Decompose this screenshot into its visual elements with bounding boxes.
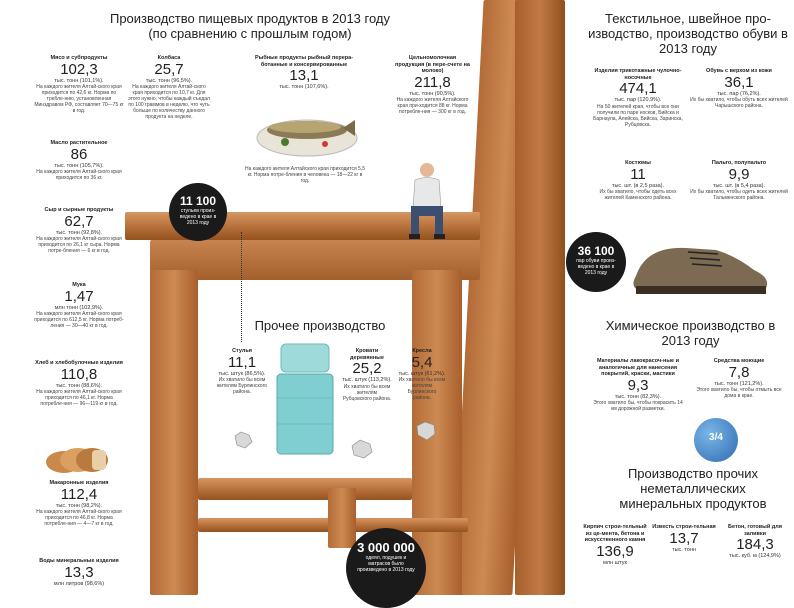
pasta-label: Макаронные изделия	[49, 480, 109, 486]
food-butter	[34, 140, 124, 181]
lime-value: 13,7	[669, 529, 699, 547]
concrete-unit: тыс. куб. м (124,9%)	[729, 553, 781, 559]
coats-unit: тыс. шт. (в 5,4 раза).	[712, 182, 766, 189]
knit-label: Изделия трикотажные чулочно-носочные	[594, 68, 682, 81]
shoes-count-circle	[566, 232, 626, 292]
chemical-section-title: Химическое производство в 2013 году	[605, 318, 776, 348]
beds-region-map	[350, 438, 374, 460]
food-water	[34, 558, 124, 587]
beds-unit: тыс. штук (113,2%).	[342, 377, 392, 383]
suits-label: Костюмы	[625, 160, 651, 166]
chairs-unit: тыс. штук (86,5%).	[218, 370, 266, 377]
cheese-unit: тыс. тонн (92,8%).	[55, 229, 103, 236]
milk-label: Цельномолочная продукция (в пере-счете на молоко)	[395, 55, 470, 74]
paints-label: Материалы лакокрасоч-ные и аналогичные для нанесения покрытий, краски, мастики	[596, 358, 680, 377]
chair-stretcher-post	[328, 488, 356, 548]
nonmetal-bricks	[582, 524, 648, 566]
coats-value: 9,9	[728, 165, 750, 183]
food-fish	[245, 55, 363, 91]
chairs-value: 11,1	[227, 353, 257, 371]
chemical-paints	[592, 358, 684, 412]
armchairs-region-map	[414, 420, 438, 442]
food-section-title: Производство пищевых продуктов в 2013 году (по сравнению с прошлым годом)	[109, 11, 391, 41]
detergents-unit: тыс. тонн (121,2%).	[714, 380, 764, 387]
textile-knit	[592, 68, 684, 128]
chairs-count-circle	[169, 183, 227, 241]
beds-value: 25,2	[352, 360, 382, 377]
pasta-unit: тыс. тонн (98,2%).	[55, 502, 103, 509]
coats-label: Пальто, полупальто	[711, 160, 767, 166]
textile-leather-shoes	[690, 68, 788, 109]
suits-note: Их бы хватило, чтобы одеть всех жителей Каменского района.	[599, 189, 677, 201]
lime-unit: тыс. тонн	[672, 546, 696, 553]
food-bread	[34, 360, 124, 407]
lime-label: Известь строи-тельная	[652, 524, 716, 530]
bread-label: Хлеб и хлебобулочные изделия	[35, 360, 123, 366]
chair-back-post-right	[515, 0, 565, 595]
bread-value: 110,8	[60, 365, 98, 383]
textile-suits	[592, 160, 684, 201]
butter-note: На каждого жителя Алтай-ского края приходится по 36 кг.	[36, 169, 122, 181]
textile-section-title: Текстильное, швейное про-изводство, производство обуви в 2013 году	[588, 11, 788, 56]
mattress-count-circle	[346, 528, 426, 608]
cheese-label: Сыр и сырные продукты	[44, 207, 114, 213]
armchairs-unit: тыс. штук (61,2%).	[398, 370, 446, 377]
beds-label: Кровати деревянные	[350, 348, 384, 361]
chairs-count-caption: стульев произ-ведено в крае в 2013 году	[179, 208, 217, 226]
pasta-value: 112,4	[60, 485, 98, 503]
flour-unit: млн тонн (102,9%).	[54, 304, 104, 311]
bread-unit: тыс. тонн (88,6%).	[55, 382, 103, 389]
beds-note: Их хватило бы всем жителям Рубцовского района.	[342, 383, 392, 402]
textile-coats	[690, 160, 788, 201]
globe-fraction-label: 3/4	[709, 432, 723, 443]
suits-unit: тыс. шт. (в 2,5 раза).	[611, 182, 665, 189]
butter-unit: тыс. тонн (105,7%).	[54, 162, 104, 169]
fish-label: Рыбные продукты рыбный перера-ботанные и консервированные	[254, 55, 354, 68]
cheese-note: На каждого жителя Алтай-ского края приходится по 26,1 кг сыра. Норма потре-бления — 6 кг в год.	[36, 236, 122, 254]
shoes-count-caption: пар обуви произ-ведено в крае в 2013 году	[576, 258, 616, 276]
shoe-image	[626, 236, 776, 300]
meat-unit: тыс. тонн (101,1%).	[54, 77, 104, 84]
flour-value: 1,47	[64, 287, 94, 305]
leather-shoes-note: Их бы хватило, чтобы обуть всех жителей Чарышского района.	[690, 97, 788, 109]
coats-note: Их бы хватило, чтобы одеть всех жителей Тальменского района.	[690, 189, 788, 201]
detergents-value: 7,8	[728, 363, 750, 381]
flour-note: На каждого жителя Алтай-ского края приходится по 612,5 кг. Норма потреб-ления — 30—40 кг в год.	[34, 311, 124, 329]
chairs-label: Стулья	[232, 348, 252, 354]
paints-note: Этого хватило бы, чтобы покрасить 14 км дорожной разметки.	[593, 400, 683, 412]
food-pasta	[34, 480, 124, 527]
bedding-image	[275, 338, 335, 458]
food-meat	[34, 55, 124, 114]
leather-shoes-unit: тыс. пар (76,2%).	[717, 90, 761, 97]
leather-shoes-label: Обувь с верхом из кожи	[706, 68, 772, 74]
chair-front-leg-left	[150, 270, 198, 595]
sausage-value: 25,7	[154, 60, 184, 78]
nonmetal-section-title: Производство прочих неметаллических минеральных продуктов	[619, 466, 767, 511]
concrete-label: Бетон, готовый для заливки	[728, 524, 782, 537]
other-armchairs	[398, 348, 446, 401]
fish-note-block	[245, 166, 365, 184]
water-value: 13,3	[64, 563, 94, 581]
paints-unit: тыс. тонн (82,3%).	[614, 393, 662, 400]
butter-value: 86	[70, 145, 88, 163]
cheese-value: 62,7	[64, 212, 94, 230]
armchairs-note: Их хватило бы всем жителям Бурлинского района.	[398, 377, 446, 401]
sausage-note: На каждого жителя Алтай-ского края приходится по 10,7 кг. Для этого нужно, чтобы каждый съедал по 100 граммов в неделю, что чуть больше по количеству данного продукта на неделе.	[128, 84, 210, 120]
butter-label: Масло растительное	[50, 140, 108, 146]
shoes-count-value: 36 100	[577, 244, 615, 258]
fish-note: На каждого жителя Алтайского края приходится 5,5 кг. Норма потре-бления в человека — 18—22 кг в год.	[245, 166, 365, 184]
suits-value: 11	[630, 165, 646, 183]
meat-note: На каждого жителя Алтай-ского края приходится по 42,6 кг. Норма по требле-нию, установленная Минздравом РФ, составляет 70—75 кг в год.	[34, 84, 124, 114]
bread-note: На каждого жителя Алтай-ского края приходится по 46,1 кг. Норма потребле-ния — 96—119 кг в год.	[36, 389, 122, 407]
other-beds	[342, 348, 392, 402]
water-unit: млн литров (98,6%)	[53, 580, 105, 587]
sausage-label: Колбаса	[157, 55, 181, 61]
knit-value: 474,1	[619, 80, 657, 97]
fish-plate-image	[255, 100, 360, 160]
bread-image	[42, 440, 112, 476]
chairs-note: Их хватило бы всем жителям Бурлинского района.	[216, 377, 268, 395]
knit-note: На 50 жителей края, чтобы все они получили по паре носков, Бийска и Барнаула, Алейска, Бийска, Заринска, Рубцовска.	[593, 103, 683, 128]
chairs-count-value: 11 100	[179, 194, 217, 208]
food-flour	[34, 282, 124, 329]
meat-label: Мясо и субпродукты	[50, 55, 108, 61]
flour-label: Мука	[72, 282, 86, 288]
globe-image	[694, 418, 738, 462]
food-cheese	[34, 207, 124, 254]
other-section-title: Прочее производство	[254, 318, 386, 333]
fish-value: 13,1	[289, 67, 319, 84]
paints-value: 9,3	[627, 376, 649, 394]
nonmetal-concrete	[720, 524, 790, 560]
water-label: Воды минеральные изделия	[39, 558, 119, 564]
person-figure	[405, 160, 449, 242]
nonmetal-lime	[652, 524, 716, 553]
bricks-unit: млн штук	[603, 559, 627, 566]
pasta-note: На каждого жителя Алтай-ского края приходится по 46,8 кг. Норма потребле-ния — 4—7 кг в год.	[36, 509, 122, 527]
milk-note: На каждого жителя Алтайского края при-ходится 88 кг. Норма потребле-ния — 300 кг в год.	[396, 97, 469, 115]
chairs-region-map	[232, 430, 254, 450]
chemical-detergents	[690, 358, 788, 399]
milk-unit: тыс. тонн (90,5%).	[409, 90, 456, 97]
food-sausage	[128, 55, 210, 120]
knit-unit: тыс. пар (120,9%).	[614, 97, 662, 103]
leather-shoes-value: 36,1	[724, 73, 754, 91]
bricks-value: 136,9	[596, 542, 634, 560]
meat-value: 102,3	[60, 60, 98, 78]
milk-value: 211,8	[414, 73, 451, 91]
fish-unit: тыс. тонн (107,6%).	[279, 84, 329, 90]
mattress-count-value: 3 000 000	[357, 540, 415, 555]
armchairs-value: 5,4	[411, 353, 433, 371]
sausage-unit: тыс. тонн (96,5%).	[145, 77, 193, 84]
armchairs-label: Кресла	[412, 348, 432, 354]
detergents-label: Средства моющие	[713, 358, 765, 364]
detergents-note: Этого хватило бы, чтобы отмыть все дома в крае.	[696, 387, 782, 399]
concrete-value: 184,3	[736, 536, 774, 553]
bricks-label: Кирпич строи-тельный из це-мента, бетона и искусственного камня	[583, 524, 647, 543]
other-chairs	[216, 348, 268, 395]
chair-stretcher-front	[198, 478, 412, 500]
food-milk	[395, 55, 470, 115]
mattress-count-caption: одеял, подушек и матрасов было произведено в 2013 году	[357, 555, 415, 573]
